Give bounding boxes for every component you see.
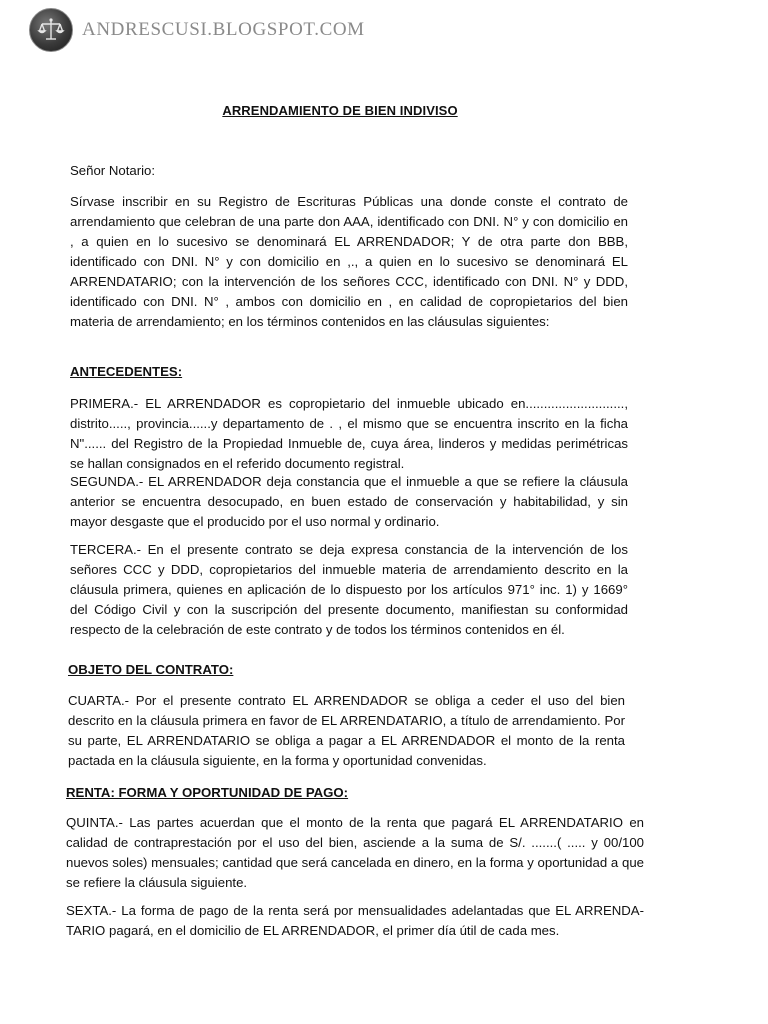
clause-quinta: QUINTA.- Las partes acuerdan que el monto de la renta que pagará EL ARRENDATARIO en calidad de contraprestación por el uso del bien, asciende a la suma de S/. .......( ..... y 00/100 nuevos soles) mensuales; cantidad que será cancelada en dinero, en la forma y oportunidad a que se refiere la cláusula siguiente. bbox=[66, 815, 644, 890]
scales-of-justice-icon bbox=[29, 8, 73, 52]
section-heading-antecedentes: ANTECEDENTES: bbox=[70, 364, 183, 379]
clause-primera: PRIMERA.- EL ARRENDADOR es copropietario del inmueble ubicado en..........................., distrito....., provincia......y departamento de . , el mismo que se encuentra inscrito en la ficha N"...... del Registro de la Propiedad Inmueble de, cuya área, linderos y medidas perimétricas se hallan consignados en el referido documento registral. bbox=[70, 396, 628, 471]
blog-header bbox=[29, 7, 365, 53]
site-name[interactable]: ANDRESCUSI.BLOGSPOT.COM bbox=[82, 19, 365, 40]
salutation: Señor Notario: bbox=[70, 163, 156, 178]
document-title: ARRENDAMIENTO DE BIEN INDIVISO bbox=[222, 103, 458, 118]
intro-paragraph: Sírvase inscribir en su Registro de Escrituras Públicas una donde conste el contrato de arrendamiento que celebran de una parte don AAA, identificado con DNI. N° y con domicilio en , a quien en lo sucesivo se denominará EL ARRENDADOR; Y de otra parte don BBB, identificado con DNI. N° y con domicilio en ,., a quien en lo sucesivo se denominará EL ARRENDATARIO; con la intervención de los señores CCC, identificado con DNI. N° y DDD, identificado con DNI. N° , ambos con domicilio en , en calidad de copropietarios del bien materia de arrendamiento; en los términos contenidos en las cláusulas siguientes: bbox=[70, 194, 628, 329]
section-heading-objeto: OBJETO DEL CONTRATO: bbox=[68, 662, 234, 677]
clause-segunda: SEGUNDA.- EL ARRENDADOR deja constancia que el inmueble a que se refiere la cláusula anterior se encuentra desocupado, en buen estado de conservación y habitabilidad, y sin mayor desgaste que el producido por el uso normal y ordinario. bbox=[70, 474, 628, 529]
clause-sexta: SEXTA.- La forma de pago de la renta será por mensualidades adelantadas que EL ARRENDA-TARIO pagará, en el domicilio de EL ARRENDADOR, el primer día útil de cada mes. bbox=[66, 903, 644, 938]
clause-cuarta: CUARTA.- Por el presente contrato EL ARRENDADOR se obliga a ceder el uso del bien descrito en la cláusula primera en favor de EL ARRENDATARIO, a título de arrendamiento. Por su parte, EL ARRENDATARIO se obliga a pagar a EL ARRENDADOR el monto de la renta pactada en la cláusula siguiente, en la forma y oportunidad convenidas. bbox=[68, 693, 625, 768]
clause-tercera: TERCERA.- En el presente contrato se deja expresa constancia de la intervención de los señores CCC y DDD, copropietarios del inmueble materia de arrendamiento descrito en la cláusula primera, quienes en aplicación de lo dispuesto por los artículos 971° inc. 1) y 1669° del Código Civil y con la suscripción del presente documento, manifiestan su conformidad respecto de la celebración de este contrato y de todos los términos contenidos en él. bbox=[70, 542, 628, 637]
section-heading-renta: RENTA: FORMA Y OPORTUNIDAD DE PAGO: bbox=[66, 785, 349, 800]
